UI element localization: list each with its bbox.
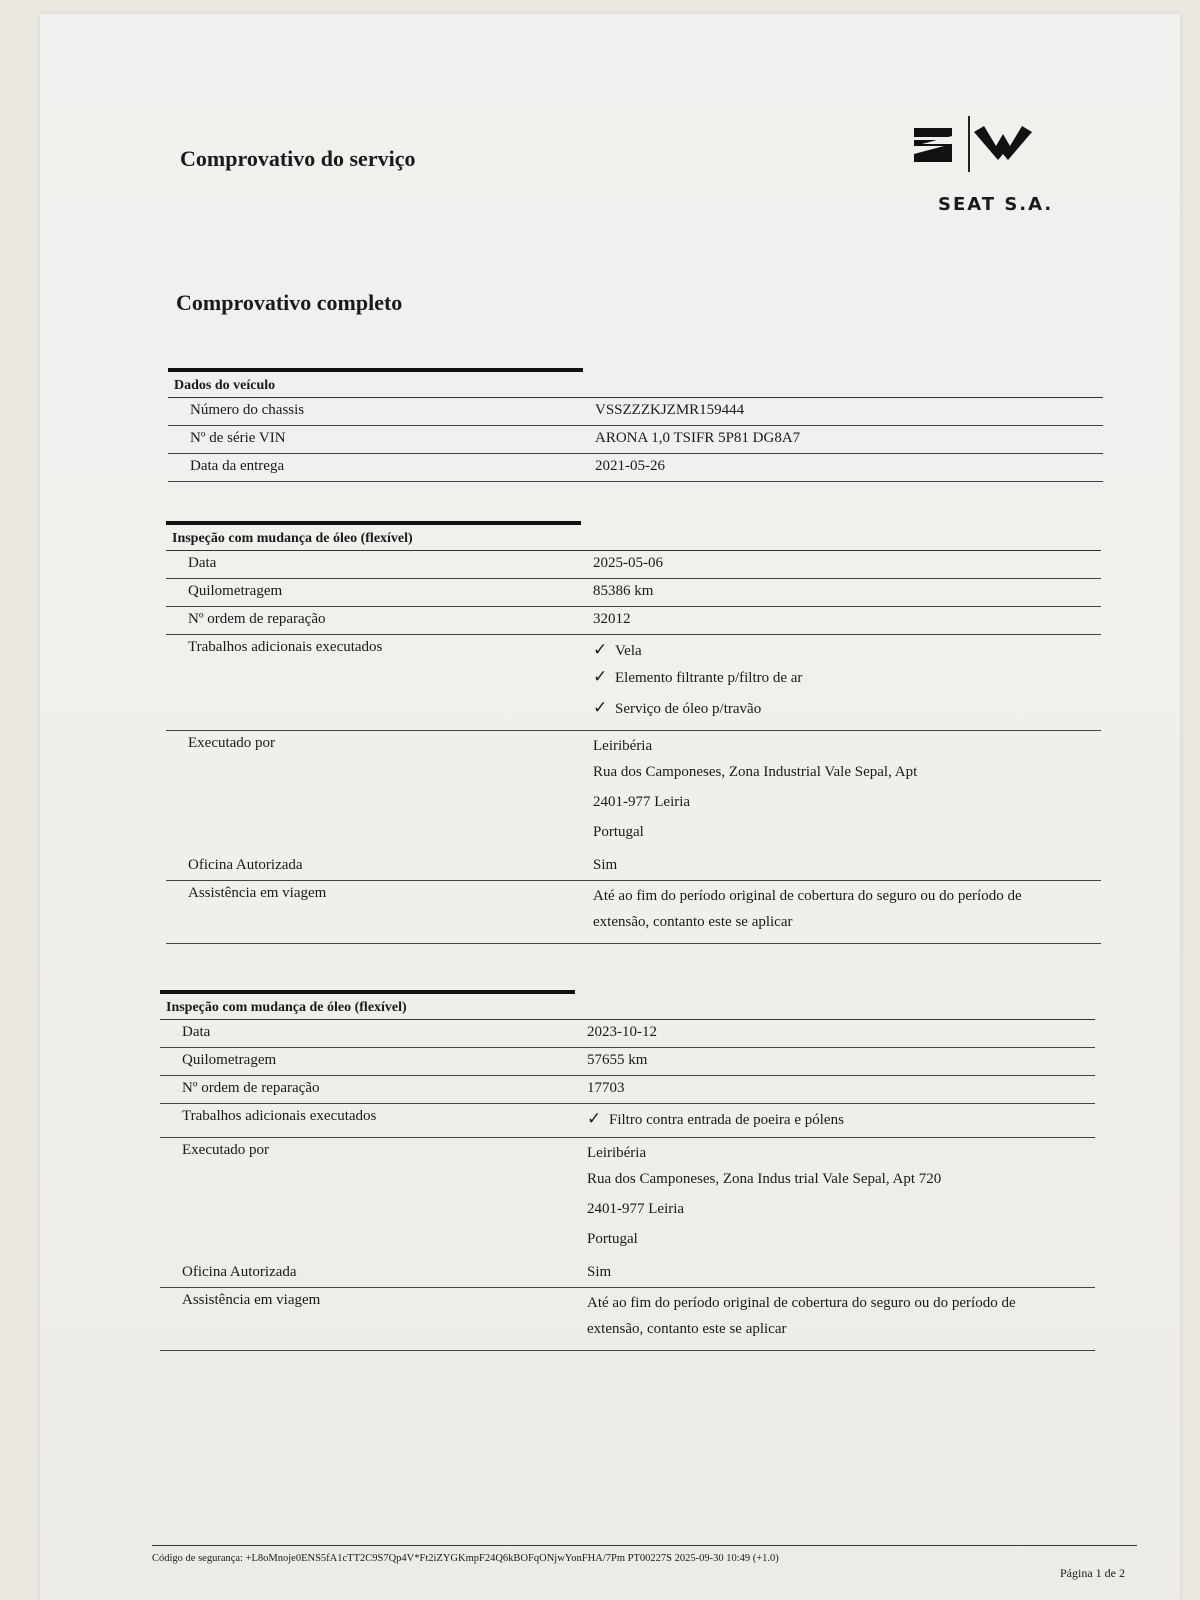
address-line: 2401-977 Leiria (587, 1201, 685, 1217)
row-label: Data da entrega (190, 458, 285, 474)
address-line: Rua dos Camponeses, Zona Industrial Vale Sepal, Apt (593, 764, 918, 780)
table-row (166, 853, 1101, 881)
row-value (593, 635, 1101, 730)
table-row (160, 1138, 1095, 1260)
work-item: Elemento filtrante p/filtro de ar (615, 670, 803, 686)
table-row (166, 579, 1101, 607)
table-row (166, 635, 1101, 731)
inspection-heading: Inspeção com mudança de óleo (flexível) (160, 994, 1095, 1020)
address-line: Leiribéria (587, 1145, 647, 1161)
row-label: Executado por (188, 735, 276, 751)
table-row (166, 881, 1101, 944)
address-line: Portugal (587, 1231, 638, 1247)
assist-line: extensão, contanto este se aplicar (587, 1321, 787, 1337)
vehicle-heading: Dados do veículo (168, 372, 1103, 398)
check-icon: ✓ (593, 667, 608, 687)
address-line: Rua dos Camponeses, Zona Indus trial Vale Sepal, Apt 720 (587, 1171, 942, 1187)
inspection-heading: Inspeção com mudança de óleo (flexível) (166, 525, 1101, 551)
work-item: Vela (615, 643, 642, 659)
row-value: Sim (587, 1264, 612, 1280)
row-label: Nº de série VIN (190, 430, 286, 446)
row-label: Oficina Autorizada (188, 857, 303, 873)
row-label: Número do chassis (190, 402, 305, 418)
table-row (166, 551, 1101, 579)
vehicle-section (168, 368, 1103, 482)
work-item: Serviço de óleo p/travão (615, 701, 762, 717)
assist-line: Até ao fim do período original de cobertura do seguro ou do período de (587, 1295, 1016, 1311)
table-row (160, 1020, 1095, 1048)
table-row (166, 607, 1101, 635)
row-value (587, 1288, 1095, 1350)
row-label: Trabalhos adicionais executados (188, 639, 383, 655)
row-value: 2023-10-12 (587, 1024, 657, 1040)
row-value: 57655 km (587, 1052, 648, 1068)
table-row (160, 1288, 1095, 1351)
row-value: Sim (593, 857, 618, 873)
row-value: VSSZZZKJZMR159444 (595, 402, 745, 418)
inspection-section-1 (166, 521, 1101, 944)
assist-line: extensão, contanto este se aplicar (593, 914, 793, 930)
page-subtitle: Comprovativo completo (176, 290, 403, 315)
check-icon: ✓ (587, 1109, 602, 1129)
row-value (593, 881, 1101, 943)
table-row (160, 1048, 1095, 1076)
table-row (160, 1076, 1095, 1104)
address-line: Leiribéria (593, 738, 653, 754)
row-value: 85386 km (593, 583, 654, 599)
row-label: Assistência em viagem (182, 1292, 321, 1308)
work-item: Filtro contra entrada de poeira e pólens (609, 1112, 844, 1128)
table-row (166, 731, 1101, 853)
row-value (587, 1104, 1095, 1137)
cupra-logo (912, 114, 1062, 184)
row-label: Quilometragem (188, 583, 283, 599)
address-line: Portugal (593, 824, 644, 840)
row-label: Trabalhos adicionais executados (182, 1108, 377, 1124)
row-value: 32012 (593, 611, 631, 627)
row-value (593, 731, 1101, 853)
footer-divider (152, 1545, 1137, 1546)
row-label: Oficina Autorizada (182, 1264, 297, 1280)
table-row (168, 426, 1103, 454)
row-value: 2025-05-06 (593, 555, 663, 571)
row-label: Quilometragem (182, 1052, 277, 1068)
table-row (160, 1104, 1095, 1138)
brand-name: SEAT S.A. (938, 194, 1054, 215)
document-title: Comprovativo do serviço (180, 146, 416, 171)
row-value: 17703 (587, 1080, 625, 1096)
row-value: 2021-05-26 (595, 458, 665, 474)
table-row (160, 1260, 1095, 1288)
inspection-section-2 (160, 990, 1095, 1351)
security-code: Código de segurança: +L8oMnoje0ENS5fA1cTT2C9S7Qp4V*Ft2iZYGKmpF24Q6kBOFqONjwYonFHA/7Pm PT00227S 2025-09-30 10:49 (+1.0) (152, 1553, 779, 1564)
page-number: Página 1 de 2 (1060, 1566, 1125, 1580)
row-label: Nº ordem de reparação (182, 1080, 320, 1096)
assist-line: Até ao fim do período original de cobertura do seguro ou do período de (593, 888, 1022, 904)
check-icon: ✓ (593, 640, 608, 660)
row-value (587, 1138, 1095, 1260)
row-label: Nº ordem de reparação (188, 611, 326, 627)
address-line: 2401-977 Leiria (593, 794, 691, 810)
check-icon: ✓ (593, 698, 608, 718)
row-label: Executado por (182, 1142, 270, 1158)
row-label: Data (182, 1024, 211, 1040)
row-value: ARONA 1,0 TSIFR 5P81 DG8A7 (595, 430, 801, 446)
row-label: Assistência em viagem (188, 885, 327, 901)
row-label: Data (188, 555, 217, 571)
table-row (168, 454, 1103, 482)
table-row (168, 398, 1103, 426)
